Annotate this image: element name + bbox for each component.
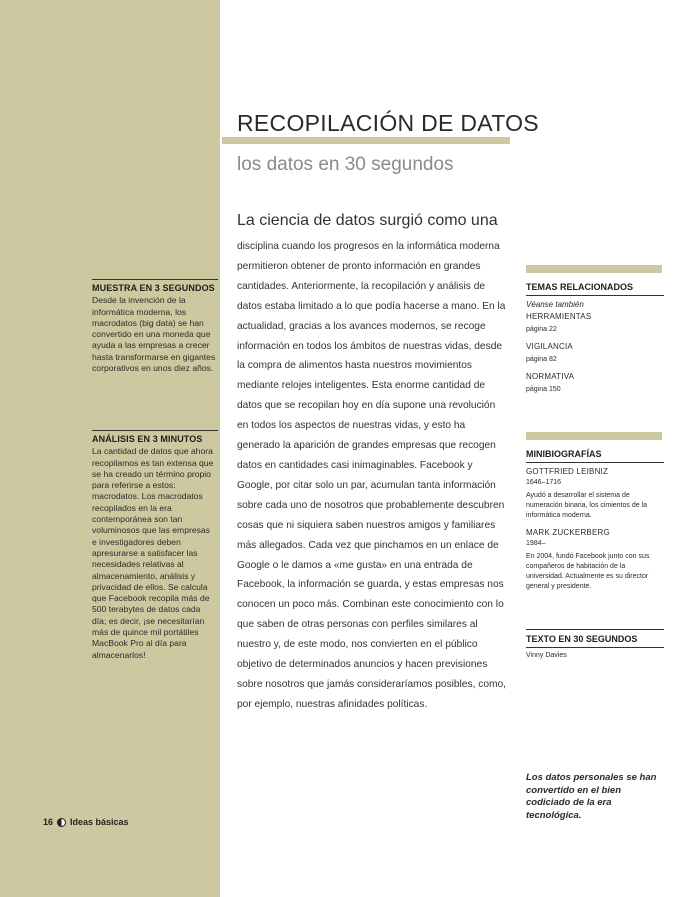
body-text (237, 237, 509, 715)
related-topic-name: VIGILANCIA (526, 342, 573, 351)
temas-bar (526, 265, 662, 273)
pull-quote: Los datos personales se han convertido en el bien codiciado de la era tecnológica. (526, 772, 657, 821)
analisis-rule (92, 430, 218, 431)
analisis-text: La cantidad de datos que ahora recopilamos es tan extensa que se ha creado un término propio para referirse a estos: macrodatos. Los macrodatos recopilados en la era contemporánea son tan voluminosos que las empresas e investigadores deben apresurarse a satisfacer las necesidades relativas al almacenamiento, análisis y privacidad de ellos. Se calcula que Facebook recopila más de 500 terabytes de datos cada día; es decir, ¡se necesitarían más de quince mil portátiles MacBook Pro al día para almacenarlos! (92, 446, 214, 660)
related-item (526, 371, 664, 395)
bio-years: 1646–1716 (526, 479, 562, 486)
temas-block (526, 281, 664, 395)
texto-title: TEXTO EN 30 SEGUNDOS (526, 634, 638, 644)
analisis-title: ANÁLISIS EN 3 MINUTOS (92, 434, 203, 444)
bio-description: En 2004, fundó Facebook junto con sus compañeros de habitación de la universidad. Actualmente es su director general y presidente. (526, 553, 650, 590)
muestra-block (92, 283, 216, 374)
related-topic-name: HERRAMIENTAS (526, 312, 592, 321)
bio-entry (526, 466, 664, 521)
muestra-title: MUESTRA EN 3 SEGUNDOS (92, 283, 215, 293)
texto-top-rule (526, 629, 664, 630)
see-also-label: Véanse también (526, 300, 584, 309)
bio-name: MARK ZUCKERBERG (526, 528, 610, 537)
left-sidebar (0, 0, 220, 897)
page-title: RECOPILACIÓN DE DATOS (237, 110, 539, 136)
minibios-rule (526, 462, 664, 463)
page-subtitle: los datos en 30 segundos (237, 154, 454, 175)
minibios-block (526, 448, 664, 592)
body-paragraph: disciplina cuando los progresos en la informática moderna permitieron obtener de pronto información en grandes cantidades. Anteriormente, la recopilación y análisis de datos estaba limitado a lo que podía hacerse a mano. En la actualidad, gracias a los avances modernos, se recoge información en todos los ámbitos de nuestras vidas, desde la compra de alimentos hasta nuestros movimientos mediante relojes inteligentes. Esta enorme cantidad de datos que se recopilan hoy en día supone una revolución en todos los aspectos de nuestras vidas, y esto ha generado la aparición de grandes empresas que recogen datos en cantidades casi inimaginables. Facebook y Google, por citar solo un par, acumulan tanta información sobre cada uno de nosotros que probablemente descubren cosas que ni siquiera saben nuestros amigos y familiares más allegados. Cada vez que pinchamos en un enlace de Google o le damos a «me gusta» en una entrada de Facebook, la información se guarda, y estas empresas nos conocen un poco más. Combinan este conocimiento con lo que saben de otras personas con perfiles similares al nuestro y, de este modo, nos convierten en el público objetivo de determinados anuncios y hacen previsiones sobre nosotros que jamás consideraríamos posibles, como, por ejemplo, nuestras afinidades políticas. (237, 241, 506, 710)
muestra-rule (92, 279, 218, 280)
section-name: Ideas básicas (70, 817, 129, 827)
related-item (526, 311, 664, 335)
title-underline-bar (222, 137, 510, 144)
minibios-title: MINIBIOGRAFÍAS (526, 449, 602, 459)
bio-description: Ayudó a desarrollar el sistema de numeración binaria, los cimientos de la informática moderna. (526, 492, 648, 519)
bio-entry (526, 527, 664, 592)
lead-text: La ciencia de datos surgió como una (237, 212, 498, 229)
minibios-bar (526, 432, 662, 440)
related-item (526, 341, 664, 365)
temas-rule (526, 295, 664, 296)
bio-years: 1984– (526, 540, 546, 547)
temas-title: TEMAS RELACIONADOS (526, 282, 634, 292)
related-topic-page: página 82 (526, 356, 557, 363)
bio-name: GOTTFRIED LEIBNIZ (526, 467, 609, 476)
texto-block (526, 629, 664, 661)
page-number: 16 (43, 817, 54, 827)
related-topic-name: NORMATIVA (526, 372, 575, 381)
related-topic-page: página 150 (526, 386, 561, 393)
texto-author: Vinny Davies (526, 652, 567, 659)
related-topic-page: página 22 (526, 326, 557, 333)
half-circle-icon (57, 818, 66, 827)
analisis-block (92, 434, 216, 661)
muestra-text: Desde la invención de la informática moderna, los macrodatos (big data) se han convertido en una moneda que ayuda a las empresas a crecer hasta transformarse en gigantes corporativos en unos diez años. (92, 295, 216, 374)
page-folio (43, 817, 129, 827)
texto-rule (526, 647, 664, 648)
